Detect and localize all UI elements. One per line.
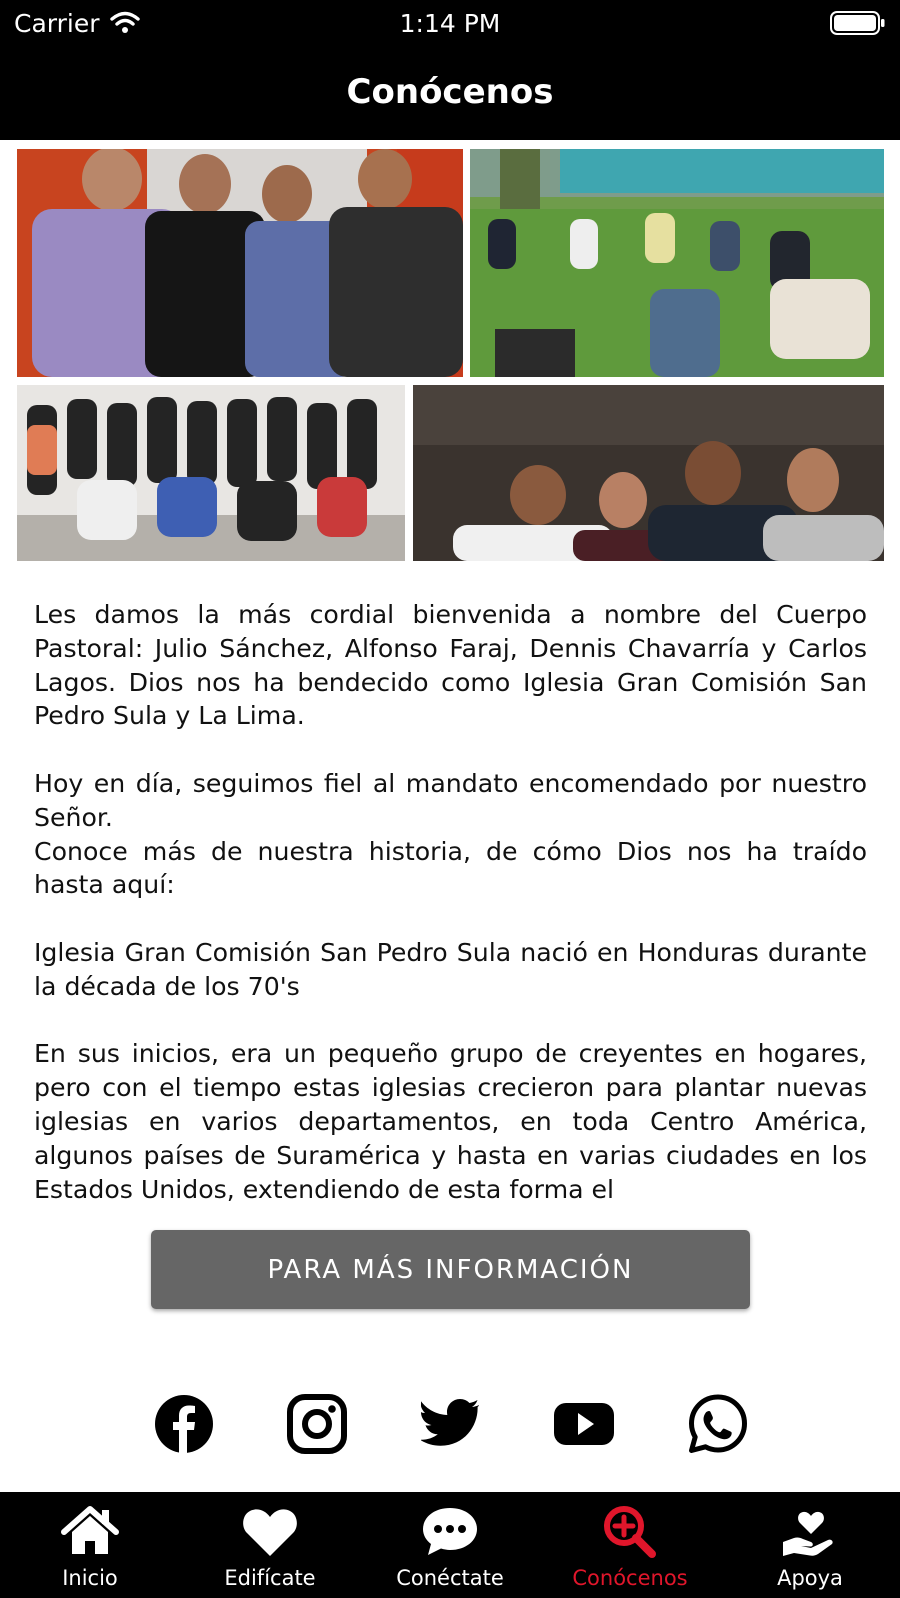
tab-conectate[interactable] [360,1492,540,1598]
paragraph-mandate: Hoy en día, seguimos fiel al mandato encomendado por nuestro Señor. [34,768,867,832]
twitter-icon[interactable] [421,1394,481,1454]
paragraph-history-intro: Conoce más de nuestra historia, de cómo Dios nos ha traído hasta aquí: [34,836,867,900]
chat-bubble-icon [420,1504,480,1558]
youtube-icon[interactable] [554,1394,614,1454]
status-time: 1:14 PM [399,9,501,38]
paragraph-growth: En sus inicios, era un pequeño grupo de creyentes en hogares, pero con el tiempo estas iglesias crecieron para plantar nuevas iglesias en varios departamentos, en toda Centro América, algunos países de Suramérica y hasta en varias ciudades en los Estados Unidos, extendiendo de esta forma el [34,1039,867,1204]
tab-conocenos[interactable] [540,1492,720,1598]
tab-inicio[interactable] [0,1492,180,1598]
nav-header [0,48,900,140]
carrier-label: Carrier [14,9,100,38]
home-icon [60,1504,120,1558]
search-plus-icon [600,1504,660,1558]
tab-label: Inicio [62,1566,118,1590]
whatsapp-icon[interactable] [688,1394,748,1454]
bottom-tab-bar [0,1492,900,1598]
more-info-button[interactable]: PARA MÁS INFORMACIÓN [151,1230,750,1309]
status-bar [0,0,900,48]
heart-hand-icon [780,1504,840,1558]
about-text [34,598,867,1206]
youth-group-photo [17,385,405,561]
tab-apoya[interactable] [720,1492,900,1598]
paragraph-welcome: Les damos la más cordial bienvenida a nombre del Cuerpo Pastoral: Julio Sánchez, Alfonso Faraj, Dennis Chavarría y Carlos Lagos. Dios nos ha bendecido como Iglesia Gran Comisión San Pedro Sula y La Lima. [34,600,867,731]
outdoor-meeting-photo [470,149,884,377]
night-group-photo [413,385,884,561]
tab-label: Conéctate [396,1566,504,1590]
pastors-group-photo [17,149,463,377]
page-title: Conócenos [346,72,554,112]
tab-label: Conócenos [572,1566,688,1590]
instagram-icon[interactable] [287,1394,347,1454]
tab-label: Apoya [777,1566,843,1590]
facebook-icon[interactable] [154,1394,214,1454]
battery-icon [830,10,886,36]
tab-label: Edifícate [224,1566,316,1590]
tab-edificate[interactable] [180,1492,360,1598]
heart-icon [240,1504,300,1558]
paragraph-origin: Iglesia Gran Comisión San Pedro Sula nació en Honduras durante la década de los 70's [34,937,867,1001]
